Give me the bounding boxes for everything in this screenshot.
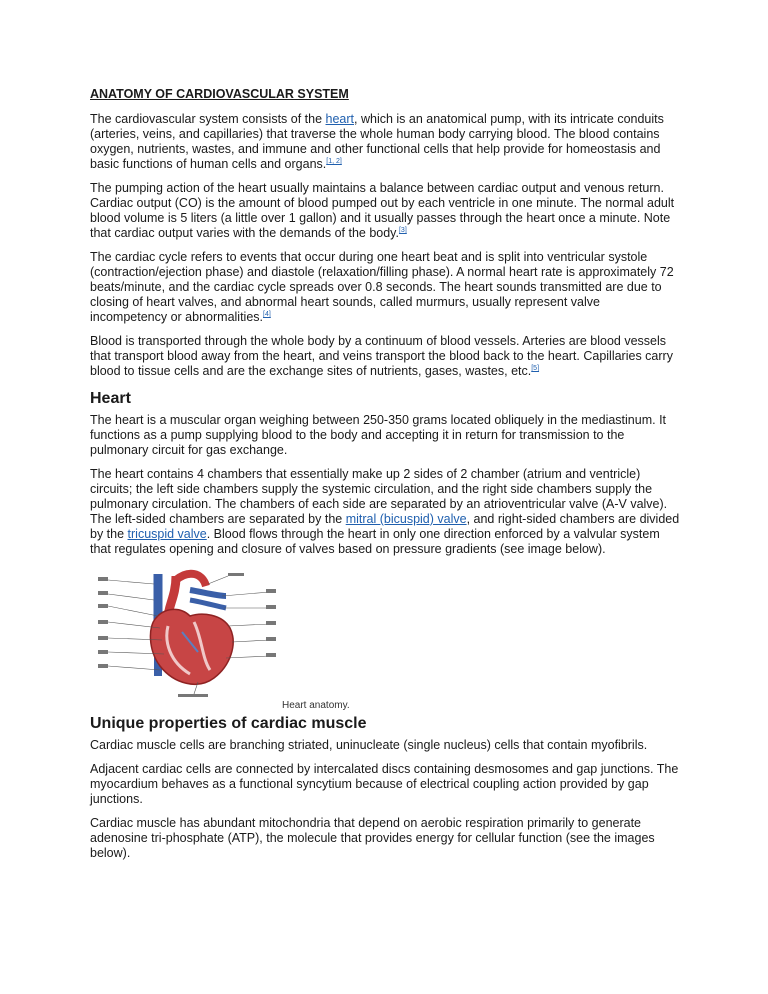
paragraph-heart-chambers [90, 467, 680, 557]
heading-cardiac-muscle: Unique properties of cardiac muscle [90, 715, 367, 732]
heart-anatomy-figure [90, 566, 680, 711]
document-page [90, 86, 680, 870]
text-span: , which is an anatomical pump, with its intricate conduits (arteries, veins, and capillaries) that traverse the whole human body carrying blood. The blood contains oxygen, nutrients, wastes, and immune and other functional cells that help provide for homeostasis and basic functions of human cells and organs. [90, 112, 664, 171]
document-title: ANATOMY OF CARDIOVASCULAR SYSTEM [90, 87, 349, 101]
paragraph-cardiovascular-intro [90, 112, 680, 172]
paragraph-intercalated-discs: Adjacent cardiac cells are connected by intercalated discs containing desmosomes and gap junctions. The myocardium behaves as a functional syncytium because of electrical coupling action provided by gap junctions. [90, 762, 679, 806]
reference-3[interactable]: [3] [398, 226, 407, 234]
text-span: The heart contains 4 chambers that essentially make up 2 sides of 2 chamber (atrium and ventricle) circuits; the left side chambers supply the systemic circulation, and the right side chambers supply the pulmonary circulation. The chambers of each side are separated by an atrioventricular valve (A-V valve). The left-sided chambers are separated by the [90, 467, 668, 526]
text-span: Blood is transported through the whole body by a continuum of blood vessels. Arteries are blood vessels that transport blood away from the heart, and veins transport the blood back to the heart. Capillaries carry blood to tissue cells and are the exchange sites of nutrients, gases, wastes, etc. [90, 334, 673, 378]
reference-5[interactable]: [5] [531, 364, 540, 372]
tricuspid-valve-link[interactable]: tricuspid valve [127, 527, 207, 541]
paragraph-blood-vessels [90, 334, 680, 379]
paragraph-cardiac-output [90, 181, 680, 241]
mitral-valve-link[interactable]: mitral (bicuspid) valve [345, 512, 467, 526]
heart-anatomy-image [98, 566, 278, 698]
paragraph-muscle-cells: Cardiac muscle cells are branching striated, uninucleate (single nucleus) cells that contain myofibrils. [90, 738, 648, 752]
text-span: The pumping action of the heart usually maintains a balance between cardiac output and venous return. Cardiac output (CO) is the amount of blood pumped out by each ventricle in one minute. The normal adult blood volume is 5 liters (a little over 1 gallon) and it usually passes through the heart once a minute. Note that cardiac output varies with the demands of the body. [90, 181, 675, 240]
heart-link[interactable]: heart [325, 112, 355, 126]
paragraph-mitochondria: Cardiac muscle has abundant mitochondria that depend on aerobic respiration primarily to generate adenosine tri-phosphate (ATP), the molecule that provides energy for cellular function (see the images below). [90, 816, 655, 860]
text-span: The cardiac cycle refers to events that occur during one heart beat and is split into ventricular systole (contraction/ejection phase) and diastole (relaxation/filling phase). A normal heart rate is approximately 72 beats/minute, and the cardiac cycle spreads over 0.8 seconds. The heart sounds transmitted are due to closing of heart valves, and abnormal heart sounds, called murmurs, usually represent valve incompetency or abnormalities. [90, 250, 674, 324]
text-span: The cardiovascular system consists of the [90, 112, 326, 126]
paragraph-heart-organ: The heart is a muscular organ weighing between 250-350 grams located obliquely in the mediastinum. It functions as a pump supplying blood to the body and accepting it in return for transmission to the pulmonary circuit for gas exchange. [90, 413, 667, 457]
text-span: . Blood flows through the heart in only one direction enforced by a valvular system that regulates opening and closure of valves based on pressure gradients (see image below). [90, 527, 660, 556]
heading-heart: Heart [90, 390, 131, 407]
text-span: , and right-sided chambers are divided by the [90, 512, 680, 541]
figure-caption: Heart anatomy. [282, 700, 350, 711]
paragraph-cardiac-cycle [90, 250, 680, 325]
reference-1-2[interactable]: [1, 2] [326, 157, 342, 165]
reference-4[interactable]: [4] [263, 310, 271, 318]
